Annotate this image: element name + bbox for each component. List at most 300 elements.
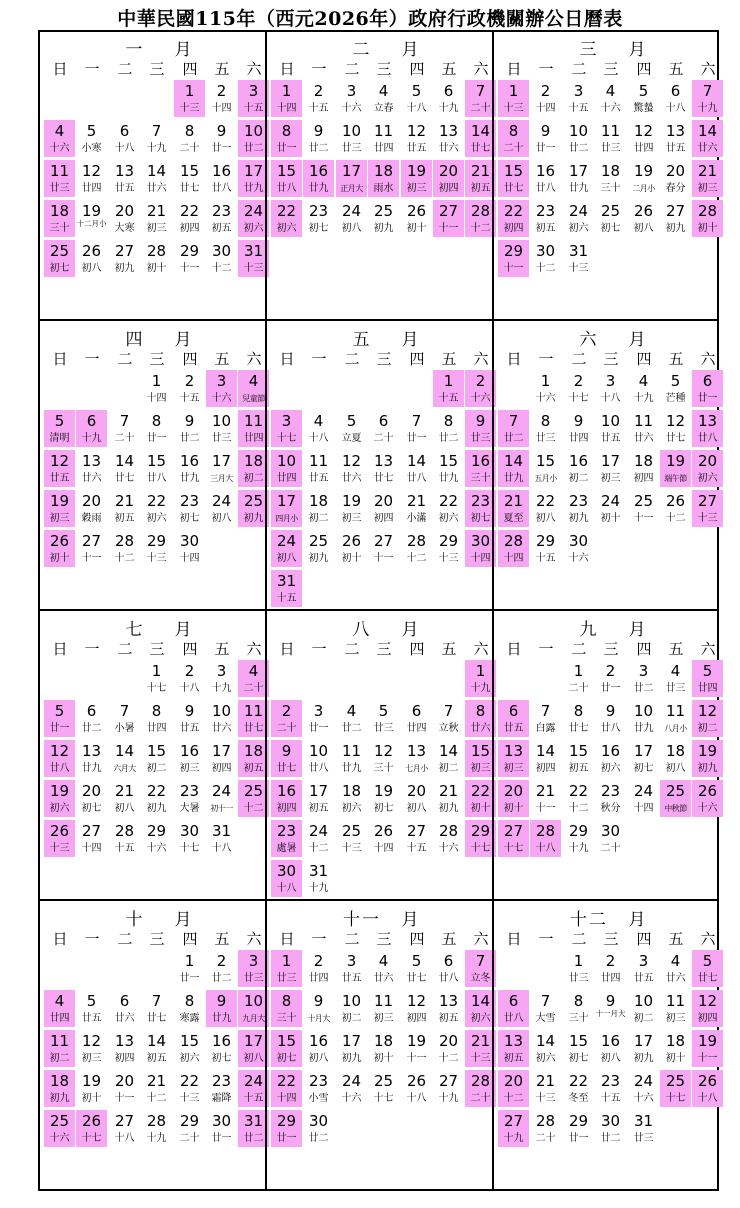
holiday-cell	[44, 240, 75, 277]
day-number: 8	[475, 702, 486, 720]
holiday-cell	[303, 160, 334, 197]
lunar-label: 三十	[373, 763, 394, 774]
lunar-label: 白露	[535, 723, 556, 734]
day-number: 26	[665, 492, 686, 510]
day-cell	[336, 1030, 367, 1067]
month-block	[42, 902, 268, 1192]
lunar-label: 初六	[568, 223, 589, 234]
lunar-label: 初七	[179, 513, 200, 524]
day-number: 8	[443, 412, 454, 430]
day-cell	[303, 860, 334, 897]
day-cell	[368, 450, 399, 487]
day-number: 15	[146, 452, 167, 470]
day-cell	[595, 740, 626, 777]
day-number: 2	[281, 702, 292, 720]
lunar-label: 十五	[114, 843, 135, 854]
day-cell	[595, 120, 626, 157]
day-number: 10	[211, 412, 232, 430]
day-cell	[530, 80, 561, 117]
day-number: 15	[568, 1032, 589, 1050]
lunar-label: 十三	[146, 553, 167, 564]
lunar-label: 初十	[49, 553, 70, 564]
day-number: 23	[211, 1072, 232, 1090]
lunar-label: 廿二	[243, 143, 264, 154]
lunar-label: 廿四	[146, 723, 167, 734]
weekday-label: 日	[506, 930, 522, 948]
lunar-label: 廿一	[535, 143, 556, 154]
day-number: 20	[406, 782, 427, 800]
day-cell	[628, 1030, 659, 1067]
day-number: 8	[573, 992, 584, 1010]
day-number: 2	[216, 952, 227, 970]
lunar-label: 廿五	[179, 723, 200, 734]
lunar-label: 十五	[406, 843, 427, 854]
day-number: 2	[216, 82, 227, 100]
lunar-label: 廿二	[600, 1133, 621, 1144]
day-cell	[368, 780, 399, 817]
day-number: 3	[216, 372, 227, 390]
day-cell	[595, 200, 626, 237]
holiday-cell	[660, 450, 691, 487]
lunar-label: 廿五	[633, 973, 654, 984]
lunar-label: 寒露	[179, 1013, 200, 1024]
day-cell	[530, 200, 561, 237]
lunar-label: 廿六	[146, 183, 167, 194]
lunar-label: 廿六	[665, 973, 686, 984]
lunar-label: 霜降	[211, 1093, 232, 1104]
day-number: 25	[633, 492, 654, 510]
lunar-label: 廿四	[600, 973, 621, 984]
day-number: 30	[211, 242, 232, 260]
weekday-label: 日	[52, 350, 68, 368]
lunar-label: 廿二	[308, 143, 329, 154]
lunar-label: 十六	[211, 393, 232, 404]
weekday-label: 二	[117, 350, 133, 368]
day-cell	[206, 490, 237, 527]
day-cell	[76, 490, 107, 527]
day-number: 25	[600, 202, 621, 220]
day-cell	[174, 740, 205, 777]
day-cell	[530, 490, 561, 527]
day-cell	[401, 120, 432, 157]
day-number: 29	[470, 822, 491, 840]
lunar-label: 廿八	[276, 183, 297, 194]
day-number: 5	[702, 952, 713, 970]
lunar-label: 十四	[179, 553, 200, 564]
day-number: 2	[184, 372, 195, 390]
lunar-label: 十三	[179, 103, 200, 114]
day-cell	[336, 410, 367, 447]
day-number: 26	[81, 1112, 102, 1130]
day-number: 22	[535, 492, 556, 510]
day-number: 20	[438, 1032, 459, 1050]
day-number: 28	[406, 532, 427, 550]
day-number: 21	[470, 1032, 491, 1050]
lunar-label: 初九	[49, 1093, 70, 1104]
day-cell	[530, 450, 561, 487]
day-number: 19	[341, 492, 362, 510]
weekday-label: 一	[538, 640, 554, 658]
day-cell	[141, 120, 172, 157]
lunar-label: 初十	[373, 1053, 394, 1064]
day-number: 26	[341, 532, 362, 550]
day-cell	[628, 990, 659, 1027]
day-cell	[109, 490, 140, 527]
day-cell	[206, 1110, 237, 1147]
lunar-label: 三十	[276, 1013, 297, 1024]
weekday-label: 二	[571, 640, 587, 658]
day-cell	[433, 990, 464, 1027]
day-cell	[141, 820, 172, 857]
month-block	[269, 902, 495, 1192]
month-block	[496, 902, 722, 1192]
day-cell	[563, 950, 594, 987]
day-number: 14	[470, 992, 491, 1010]
day-number: 21	[406, 492, 427, 510]
day-number: 17	[308, 782, 329, 800]
day-cell	[530, 740, 561, 777]
lunar-label: 十二	[665, 513, 686, 524]
month-title	[496, 326, 722, 348]
day-number: 18	[243, 742, 264, 760]
day-number: 28	[114, 532, 135, 550]
lunar-label: 處暑	[276, 843, 297, 854]
lunar-label: 廿三	[276, 973, 297, 984]
lunar-label: 二十	[276, 723, 297, 734]
weekday-label: 四	[409, 930, 425, 948]
day-number: 31	[276, 572, 297, 590]
day-cell	[336, 780, 367, 817]
lunar-label: 十七	[81, 1133, 102, 1144]
month-suffix: 月	[401, 619, 419, 640]
day-number: 9	[184, 702, 195, 720]
day-number: 4	[378, 952, 389, 970]
day-cell	[368, 950, 399, 987]
lunar-label: 十四	[535, 103, 556, 114]
day-number: 5	[702, 662, 713, 680]
day-cell	[109, 450, 140, 487]
day-cell	[628, 780, 659, 817]
lunar-label: 初五	[243, 763, 264, 774]
day-number: 25	[49, 242, 70, 260]
weekday-label: 三	[603, 350, 619, 368]
day-cell	[303, 700, 334, 737]
day-number: 9	[216, 992, 227, 1010]
lunar-label: 十九	[308, 883, 329, 894]
day-cell	[174, 200, 205, 237]
day-number: 9	[605, 992, 616, 1010]
month-suffix: 月	[628, 619, 646, 640]
weekday-label: 四	[182, 930, 198, 948]
lunar-label: 十四	[276, 103, 297, 114]
day-cell	[401, 780, 432, 817]
lunar-label: 廿二	[633, 683, 654, 694]
weekday-label: 四	[636, 60, 652, 78]
day-number: 16	[600, 742, 621, 760]
lunar-label: 廿二	[568, 143, 589, 154]
day-cell	[401, 80, 432, 117]
day-number: 23	[179, 492, 200, 510]
day-number: 22	[276, 1072, 297, 1090]
holiday-cell	[692, 1070, 723, 1107]
day-number: 7	[540, 992, 551, 1010]
day-number: 1	[508, 82, 519, 100]
lunar-label: 廿三	[665, 683, 686, 694]
lunar-label: 十一	[535, 803, 556, 814]
holiday-cell	[271, 80, 302, 117]
month-number: 十	[125, 909, 145, 930]
day-number: 24	[600, 492, 621, 510]
day-cell	[660, 120, 691, 157]
day-cell	[76, 1070, 107, 1107]
holiday-cell	[498, 1070, 529, 1107]
day-cell	[595, 820, 626, 857]
lunar-label: 十七	[470, 843, 491, 854]
holiday-cell	[498, 240, 529, 277]
lunar-label: 十九	[470, 683, 491, 694]
lunar-label: 十四	[633, 803, 654, 814]
day-cell	[109, 1110, 140, 1147]
day-cell	[530, 1070, 561, 1107]
day-number: 24	[308, 822, 329, 840]
lunar-label: 初六	[146, 513, 167, 524]
day-number: 14	[438, 742, 459, 760]
holiday-cell	[401, 160, 432, 197]
day-number: 16	[308, 162, 329, 180]
day-number: 25	[665, 1072, 686, 1090]
day-number: 9	[281, 742, 292, 760]
day-number: 19	[697, 1032, 718, 1050]
lunar-label: 十七	[276, 433, 297, 444]
holiday-cell	[271, 990, 302, 1027]
day-number: 7	[475, 82, 486, 100]
day-cell	[368, 80, 399, 117]
day-cell	[206, 410, 237, 447]
lunar-label: 廿六	[341, 473, 362, 484]
day-number: 5	[86, 122, 97, 140]
lunar-label: 十八	[114, 1133, 135, 1144]
day-cell	[595, 410, 626, 447]
day-number: 31	[211, 822, 232, 840]
lunar-label: 初二	[568, 473, 589, 484]
day-number: 5	[54, 412, 65, 430]
day-cell	[433, 410, 464, 447]
lunar-label: 六月大	[113, 764, 136, 773]
holiday-cell	[498, 990, 529, 1027]
weekday-label: 六	[473, 350, 489, 368]
day-number: 11	[49, 1032, 70, 1050]
day-cell	[76, 780, 107, 817]
lunar-label: 十二	[146, 1093, 167, 1104]
day-cell	[368, 1030, 399, 1067]
lunar-label: 五月小	[534, 474, 557, 483]
day-number: 22	[179, 202, 200, 220]
lunar-label: 十一月大	[595, 1009, 626, 1018]
holiday-cell	[271, 200, 302, 237]
lunar-label: 廿五	[308, 473, 329, 484]
month-suffix: 月	[628, 909, 646, 930]
lunar-label: 十六	[341, 103, 362, 114]
day-cell	[628, 370, 659, 407]
weekday-label: 二	[344, 60, 360, 78]
lunar-label: 廿三	[633, 1133, 654, 1144]
lunar-label: 十六	[697, 803, 718, 814]
lunar-label: 初九	[438, 803, 459, 814]
day-number: 24	[341, 202, 362, 220]
lunar-label: 初五	[146, 1053, 167, 1064]
lunar-label: 十八	[308, 433, 329, 444]
lunar-label: 春分	[665, 183, 686, 194]
lunar-label: 十二	[438, 1053, 459, 1064]
holiday-cell	[692, 490, 723, 527]
day-number: 6	[670, 82, 681, 100]
day-cell	[563, 200, 594, 237]
day-number: 30	[276, 862, 297, 880]
day-number: 13	[114, 1032, 135, 1050]
day-number: 6	[411, 702, 422, 720]
weekday-label: 五	[668, 350, 684, 368]
weekday-label: 二	[344, 640, 360, 658]
day-number: 27	[438, 1072, 459, 1090]
day-number: 12	[81, 1032, 102, 1050]
holiday-cell	[44, 1030, 75, 1067]
lunar-label: 廿二	[503, 433, 524, 444]
day-number: 5	[411, 952, 422, 970]
lunar-label: 初七	[470, 513, 491, 524]
day-number: 18	[49, 202, 70, 220]
month-title	[269, 326, 495, 348]
lunar-label: 廿五	[81, 1013, 102, 1024]
day-number: 27	[81, 822, 102, 840]
lunar-label: 十七	[503, 843, 524, 854]
lunar-label: 廿三	[373, 723, 394, 734]
day-number: 14	[406, 452, 427, 470]
weekday-label: 六	[473, 930, 489, 948]
weekday-label: 五	[441, 350, 457, 368]
lunar-label: 十一	[406, 1053, 427, 1064]
day-number: 16	[308, 1032, 329, 1050]
day-cell	[109, 820, 140, 857]
day-number: 21	[146, 202, 167, 220]
month-block	[42, 32, 268, 322]
lunar-label: 十七	[146, 683, 167, 694]
day-cell	[76, 740, 107, 777]
day-number: 30	[308, 1112, 329, 1130]
day-number: 4	[638, 372, 649, 390]
holiday-cell	[498, 740, 529, 777]
lunar-label: 廿七	[406, 973, 427, 984]
day-number: 10	[633, 992, 654, 1010]
day-cell	[563, 700, 594, 737]
lunar-label: 十二	[406, 553, 427, 564]
day-number: 19	[373, 782, 394, 800]
day-number: 24	[341, 1072, 362, 1090]
day-number: 12	[406, 122, 427, 140]
day-number: 7	[119, 702, 130, 720]
weekday-label: 四	[182, 60, 198, 78]
day-number: 14	[114, 452, 135, 470]
day-cell	[563, 370, 594, 407]
day-number: 22	[503, 202, 524, 220]
weekday-label: 三	[603, 930, 619, 948]
lunar-label: 十六	[633, 1093, 654, 1104]
weekday-label: 一	[84, 60, 100, 78]
day-cell	[595, 450, 626, 487]
weekday-label: 五	[441, 640, 457, 658]
lunar-label: 初八	[535, 513, 556, 524]
lunar-label: 廿九	[179, 473, 200, 484]
holiday-cell	[692, 370, 723, 407]
day-cell	[660, 700, 691, 737]
day-cell	[401, 740, 432, 777]
weekday-label: 五	[668, 640, 684, 658]
day-number: 17	[211, 452, 232, 470]
holiday-cell	[44, 200, 75, 237]
holiday-cell	[271, 1070, 302, 1107]
weekday-label: 三	[149, 350, 165, 368]
day-number: 24	[211, 492, 232, 510]
holiday-cell	[271, 820, 302, 857]
lunar-label: 十八	[535, 843, 556, 854]
day-cell	[401, 950, 432, 987]
day-cell	[109, 160, 140, 197]
page-title: 中華民國115年（西元2026年）政府行政機關辦公日曆表	[117, 8, 623, 30]
lunar-label: 廿六	[697, 143, 718, 154]
day-number: 7	[443, 702, 454, 720]
day-cell	[530, 1110, 561, 1147]
day-cell	[401, 490, 432, 527]
lunar-label: 廿二	[179, 433, 200, 444]
holiday-cell	[44, 1070, 75, 1107]
day-cell	[174, 240, 205, 277]
month-suffix: 月	[401, 39, 419, 60]
day-number: 3	[248, 952, 259, 970]
holiday-cell	[498, 120, 529, 157]
day-number: 16	[470, 452, 491, 470]
day-cell	[401, 820, 432, 857]
day-number: 22	[568, 782, 589, 800]
day-cell	[303, 820, 334, 857]
day-number: 12	[633, 122, 654, 140]
lunar-label: 初十	[697, 223, 718, 234]
day-cell	[628, 160, 659, 197]
month-title	[496, 616, 722, 638]
lunar-label: 十七	[568, 393, 589, 404]
day-cell	[595, 990, 626, 1027]
day-number: 9	[184, 412, 195, 430]
month-suffix: 月	[401, 909, 419, 930]
day-number: 3	[605, 372, 616, 390]
day-cell	[530, 410, 561, 447]
lunar-label: 十九	[633, 393, 654, 404]
day-cell	[628, 120, 659, 157]
lunar-label: 十九	[568, 843, 589, 854]
day-number: 28	[114, 822, 135, 840]
day-cell	[433, 120, 464, 157]
lunar-label: 初五	[568, 763, 589, 774]
day-number: 15	[276, 1032, 297, 1050]
holiday-cell	[271, 950, 302, 987]
day-cell	[530, 1030, 561, 1067]
lunar-label: 初七	[633, 763, 654, 774]
lunar-label: 十六	[146, 843, 167, 854]
lunar-label: 十三	[697, 513, 718, 524]
day-number: 23	[600, 1072, 621, 1090]
day-number: 19	[697, 742, 718, 760]
lunar-label: 十五	[243, 1093, 264, 1104]
day-number: 5	[346, 412, 357, 430]
day-cell	[563, 80, 594, 117]
